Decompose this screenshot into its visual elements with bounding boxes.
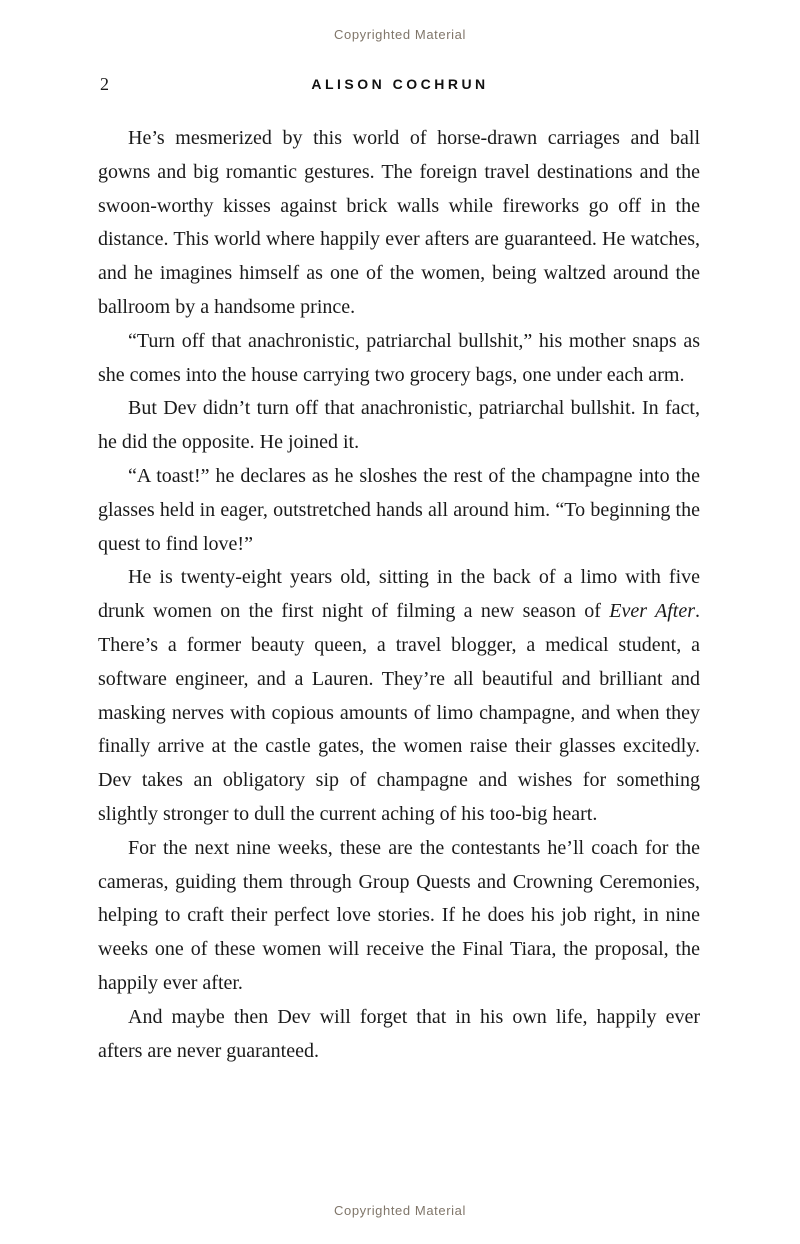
- text-run: For the next nine weeks, these are the contestants he’ll coach for the cameras, guiding them through Group Quests and Crowning Ceremonies, helping to craft their perfect love stories. If he does his job right, in nine weeks one of these women will receive the Final Tiara, the proposal, the happily ever after.: [98, 836, 700, 994]
- text-run: “Turn off that anachronistic, patriarchal bullshit,” his mother snaps as she comes into the house carrying two grocery bags, one under each arm.: [98, 329, 700, 386]
- text-run: He’s mesmerized by this world of horse-drawn carriages and ball gowns and big romantic gestures. The foreign travel destinations and the swoon-worthy kisses against brick walls while fireworks go off in the distance. This world where happily ever afters are guaranteed. He watches, and he imagines himself as one of the women, being waltzed around the ballroom by a handsome prince.: [98, 127, 700, 318]
- copyright-notice-top: Copyrighted Material: [334, 27, 466, 42]
- running-header-author: ALISON COCHRUN: [311, 76, 489, 92]
- running-head-row: [100, 74, 700, 96]
- text-run: “A toast!” he declares as he sloshes the rest of the champagne into the glasses held in eager, outstretched hands all around him. “To beginning the quest to find love!”: [98, 464, 700, 555]
- copyright-notice-bottom: Copyrighted Material: [334, 1203, 466, 1218]
- paragraph: [98, 460, 700, 561]
- paragraph: [98, 1001, 700, 1069]
- page-number: 2: [100, 74, 109, 94]
- text-run: He is twenty-eight years old, sitting in the back of a limo with five drunk women on the first night of filming a new season of: [98, 566, 700, 623]
- page-body: [98, 122, 700, 1068]
- text-run: And maybe then Dev will forget that in his own life, happily ever afters are never guaranteed.: [98, 1005, 700, 1062]
- paragraph: [98, 325, 700, 393]
- text-run: But Dev didn’t turn off that anachronistic, patriarchal bullshit. In fact, he did the opposite. He joined it.: [98, 397, 700, 454]
- paragraph: [98, 561, 700, 831]
- paragraph: [98, 832, 700, 1001]
- text-run: . There’s a former beauty queen, a travel blogger, a medical student, a software engineer, and a Lauren. They’re all beautiful and brilliant and masking nerves with copious amounts of limo champagne, and when they finally arrive at the castle gates, the women raise their glasses excitedly. Dev takes an obligatory sip of champagne and wishes for something slightly stronger to dull the current aching of his too-big heart.: [98, 600, 701, 825]
- italic-text-run: Ever After: [609, 600, 696, 623]
- paragraph: [98, 392, 700, 460]
- paragraph: [98, 122, 700, 325]
